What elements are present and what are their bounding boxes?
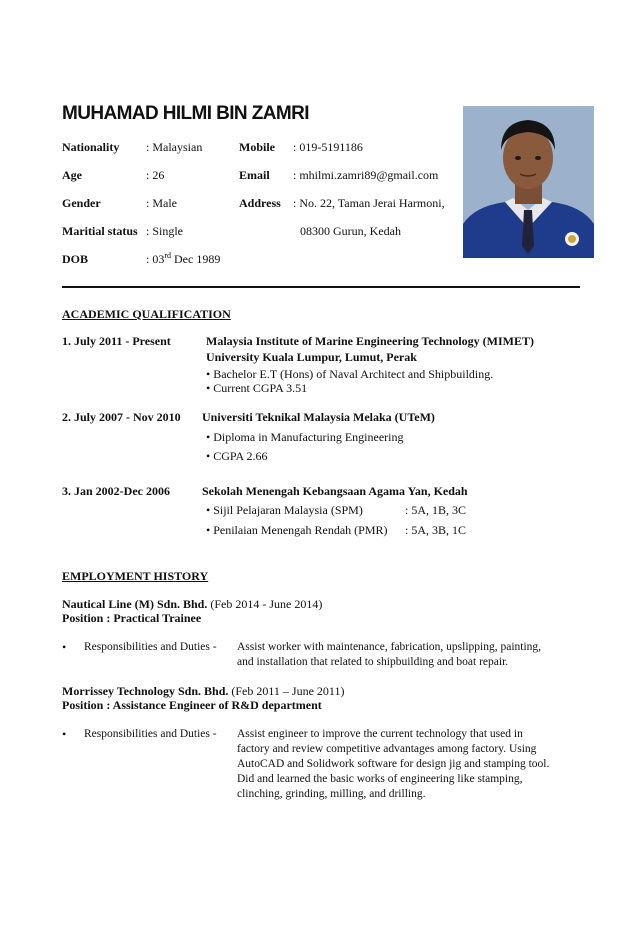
bullet-icon: •	[206, 430, 211, 444]
email-label: Email	[239, 168, 270, 182]
marital-status-label: Maritial status	[62, 224, 138, 238]
address-line-1: : No. 22, Taman Jerai Harmoni,	[293, 196, 445, 210]
list-item: • Diploma in Manufacturing Engineering	[206, 430, 404, 444]
responsibility-line: Did and learned the basic works of engineering like stamping,	[237, 773, 523, 785]
age-value: : 26	[146, 168, 165, 182]
job-company-line	[62, 684, 344, 699]
job-position: Position : Assistance Engineer of R&D department	[62, 698, 322, 712]
bullet-icon: •	[206, 367, 211, 381]
academic-period: 1. July 2011 - Present	[62, 334, 171, 348]
mobile-label: Mobile	[239, 140, 275, 154]
section-divider	[62, 286, 580, 288]
academic-period: 2. July 2007 - Nov 2010	[62, 410, 181, 424]
list-item: • Bachelor E.T (Hons) of Naval Architect and Shipbuilding.	[206, 367, 494, 381]
age-label: Age	[62, 168, 82, 182]
job-dates: (Feb 2014 - June 2014)	[210, 597, 323, 611]
profile-photo	[463, 106, 594, 258]
bullet-icon: •	[206, 381, 211, 395]
candidate-name: MUHAMAD HILMI BIN ZAMRI	[62, 103, 309, 124]
address-label: Address	[239, 196, 281, 210]
bullet-icon: •	[206, 503, 211, 517]
academic-heading: ACADEMIC QUALIFICATION	[62, 307, 231, 321]
list-item: • CGPA 2.66	[206, 449, 268, 463]
academic-institution: Sekolah Menengah Kebangsaan Agama Yan, Kedah	[202, 484, 468, 498]
nationality-value: : Malaysian	[146, 140, 203, 154]
job-dates: (Feb 2011 – June 2011)	[231, 684, 345, 698]
bullet-icon: •	[206, 523, 211, 537]
responsibility-line: Assist worker with maintenance, fabrication, upslipping, painting,	[237, 641, 542, 653]
academic-institution-line2: University Kuala Lumpur, Lumut, Perak	[206, 350, 417, 364]
academic-institution: Universiti Teknikal Malaysia Melaka (UTeM)	[202, 410, 435, 424]
academic-institution: Malaysia Institute of Marine Engineering Technology (MIMET)	[206, 334, 534, 348]
responsibility-line: AutoCAD and Solidwork software for design jig and stamping tool.	[237, 758, 550, 770]
dob-value: : 03rd Dec 1989	[146, 251, 221, 266]
bullet-icon: •	[206, 449, 211, 463]
list-item: • Sijil Pelajaran Malaysia (SPM)	[206, 503, 363, 517]
list-item: • Penilaian Menengah Rendah (PMR)	[206, 523, 388, 537]
job-company: Morrissey Technology Sdn. Bhd.	[62, 684, 229, 698]
marital-status-value: : Single	[146, 224, 184, 238]
responsibility-line: and installation that related to shipbuilding and boat repair.	[237, 656, 509, 668]
dob-label: DOB	[62, 252, 89, 266]
responsibilities-label: Responsibilities and Duties -	[84, 728, 217, 740]
exam-result: : 5A, 1B, 3C	[405, 503, 467, 517]
responsibility-line: Assist engineer to improve the current technology that used in	[237, 728, 523, 740]
gender-value: : Male	[146, 196, 177, 210]
responsibilities-label: Responsibilities and Duties -	[84, 641, 217, 653]
nationality-label: Nationality	[62, 140, 120, 154]
email-value[interactable]: : mhilmi.zamri89@gmail.com	[293, 168, 439, 182]
academic-period: 3. Jan 2002-Dec 2006	[62, 484, 170, 498]
bullet-icon: •	[62, 727, 67, 741]
bullet-icon: •	[62, 640, 67, 654]
gender-label: Gender	[62, 196, 101, 210]
exam-result: : 5A, 3B, 1C	[405, 523, 467, 537]
job-position: Position : Practical Trainee	[62, 611, 202, 625]
job-company: Nautical Line (M) Sdn. Bhd.	[62, 597, 208, 611]
employment-heading: EMPLOYMENT HISTORY	[62, 569, 209, 583]
responsibility-line: factory and review competitive advantages among factory. Using	[237, 743, 537, 755]
job-company-line	[62, 597, 322, 612]
responsibility-line: clinching, grinding, milling, and drilling.	[237, 788, 426, 800]
address-line-2: 08300 Gurun, Kedah	[300, 224, 401, 238]
mobile-value: : 019-5191186	[293, 140, 363, 154]
list-item: • Current CGPA 3.51	[206, 381, 308, 395]
